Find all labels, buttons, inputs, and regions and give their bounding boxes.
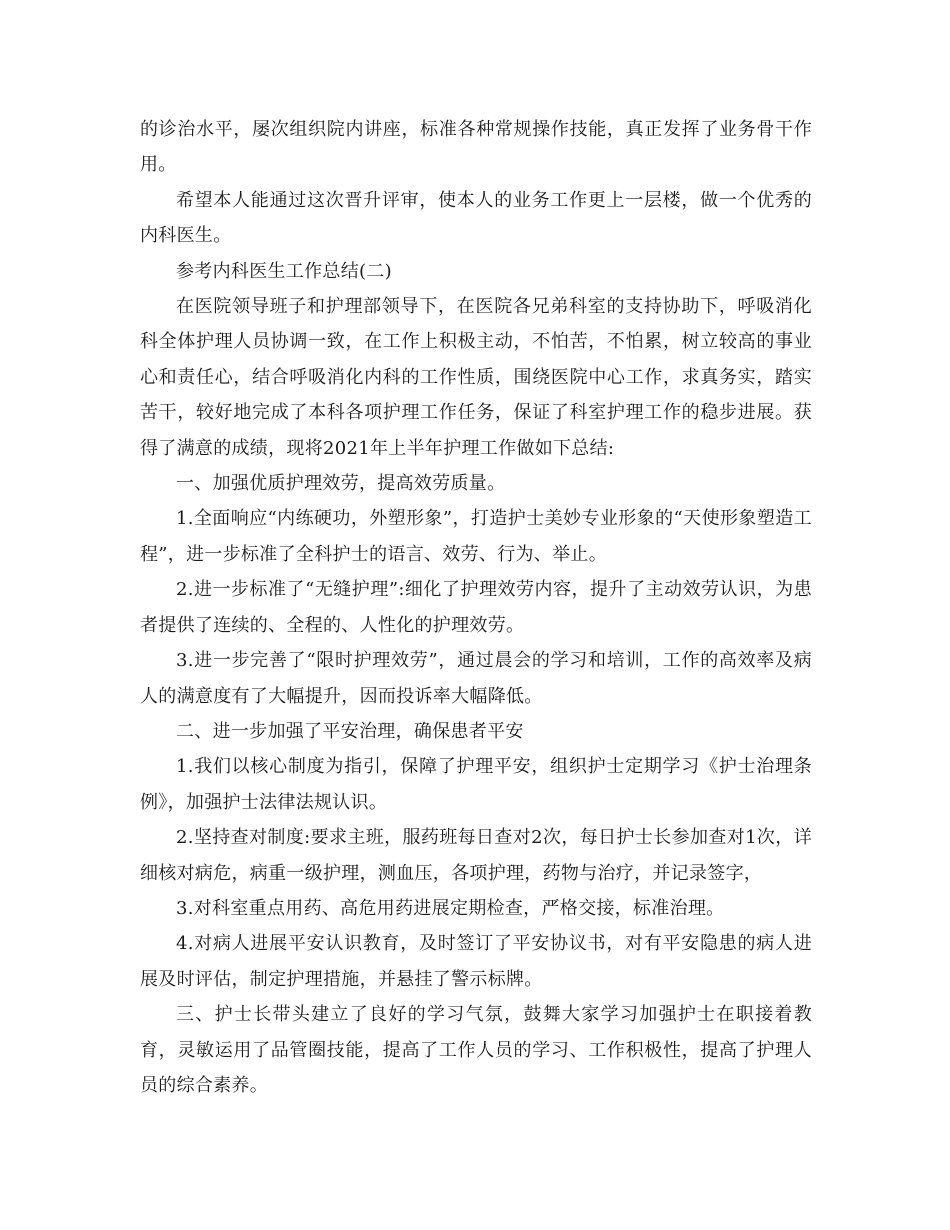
list-item: 2.坚持查对制度:要求主班，服药班每日查对2次，每日护士长参加查对1次，详细核对病危，病重一级护理，测血压，各项护理，药物与治疗，并记录签字， <box>140 827 812 884</box>
document-body <box>140 112 812 1103</box>
paragraph-intro: 在医院领导班子和护理部领导下，在医院各兄弟科室的支持协助下，呼吸消化科全体护理人员协调一致，在工作上积极主动，不怕苦，不怕累，树立较高的事业心和责任心，结合呼吸消化内科的工作性质，围绕医院中心工作，求真务实，踏实苦干，较好地完成了本科各项护理工作任务，保证了科室护理工作的稳步进展。获得了满意的成绩，现将2021年上半年护理工作做如下总结: <box>140 296 812 459</box>
list-item: 3.对科室重点用药、高危用药进展定期检查，严格交接，标准治理。 <box>176 897 725 919</box>
section-title: 参考内科医生工作总结(二) <box>176 260 392 282</box>
list-item: 4.对病人进展平安认识教育，及时签订了平安协议书，对有平安隐患的病人进展及时评估，制定护理措施，并悬挂了警示标牌。 <box>140 933 812 990</box>
list-item: 3.进一步完善了“限时护理效劳”，通过晨会的学习和培训，工作的高效率及病人的满意度有了大幅提升，因而投诉率大幅降低。 <box>140 650 812 707</box>
heading-three: 三、护士长带头建立了良好的学习气氛，鼓舞大家学习加强护士在职接着教育，灵敏运用了品管圈技能，提高了工作人员的学习、工作积极性，提高了护理人员的综合素养。 <box>140 1004 812 1096</box>
list-item: 1.我们以核心制度为指引，保障了护理平安，组织护士定期学习《护士治理条例》，加强护士法律法规认识。 <box>140 756 812 813</box>
heading-two: 二、进一步加强了平安治理，确保患者平安 <box>176 720 524 742</box>
heading-one: 一、加强优质护理效劳，提高效劳质量。 <box>176 473 506 495</box>
paragraph-hope: 希望本人能通过这次晋升评审，使本人的业务工作更上一层楼，做一个优秀的内科医生。 <box>140 189 812 247</box>
paragraph-continuation: 的诊治水平，屡次组织院内讲座，标准各种常规操作技能，真正发挥了业务骨干作用。 <box>140 119 812 176</box>
list-item: 2.进一步标准了“无缝护理”:细化了护理效劳内容，提升了主动效劳认识，为患者提供了连续的、全程的、人性化的护理效劳。 <box>140 579 812 636</box>
list-item: 1.全面响应“内练硬功，外塑形象”，打造护士美妙专业形象的“天使形象塑造工程”，进一步标准了全科护士的语言、效劳、行为、举止。 <box>140 508 812 565</box>
